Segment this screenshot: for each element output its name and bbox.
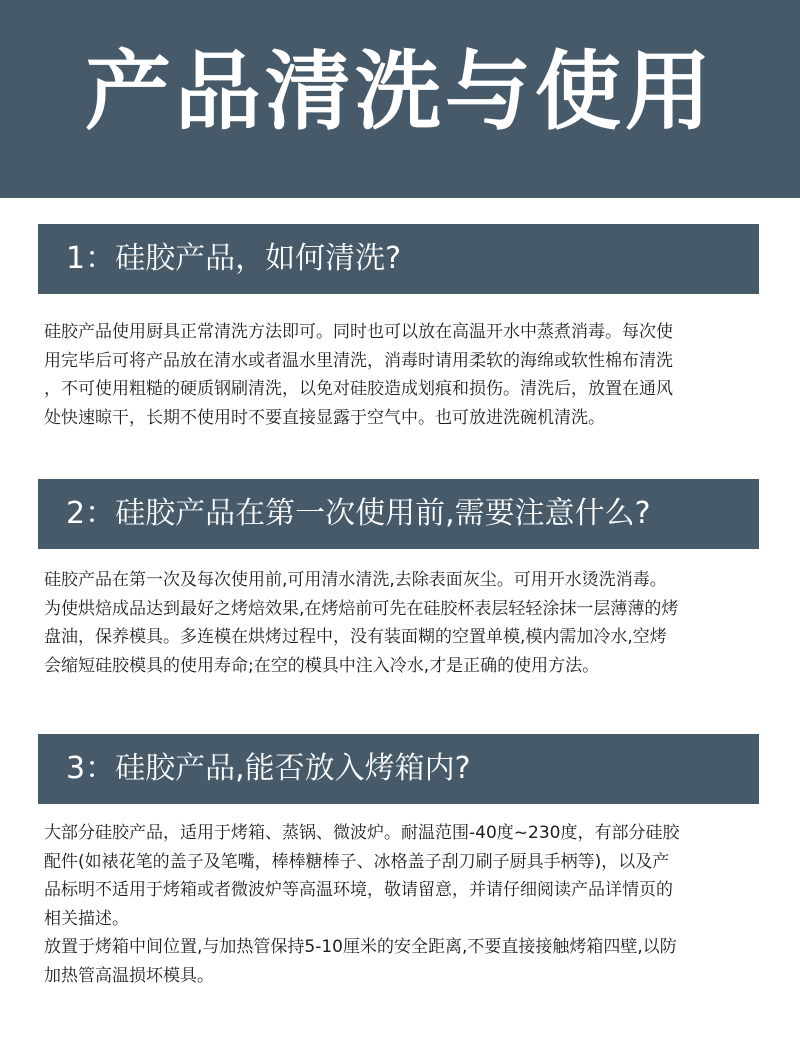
title-banner	[0, 0, 800, 198]
section-3-line: 大部分硅胶产品，适用于烤箱、蒸锅、微波炉。耐温范围-40度~230度，有部分硅胶	[44, 823, 680, 843]
section-3-header	[38, 734, 759, 804]
section-1-line: 用完毕后可将产品放在清水或者温水里清洗，消毒时请用柔软的海绵或软性棉布清洗	[44, 350, 673, 371]
section-2-line: 为使烘焙成品达到最好之烤焙效果,在烤焙前可先在硅胶杯表层轻轻涂抹一层薄薄的烤	[44, 598, 679, 619]
section-1-line: ，不可使用粗糙的硬质钢刷清洗，以免对硅胶造成划痕和损伤。清洗后，放置在通风	[44, 379, 673, 399]
section-1-line: 硅胶产品使用厨具正常清洗方法即可。同时也可以放在高温开水中蒸煮消毒。每次使	[44, 322, 673, 342]
section-3-body	[44, 819, 756, 990]
section-2-header	[38, 479, 759, 549]
section-1-header	[38, 224, 759, 294]
section-2-line: 会缩短硅胶模具的使用寿命;在空的模具中注入冷水,才是正确的使用方法。	[44, 655, 600, 676]
section-2-line: 硅胶产品在第一次及每次使用前,可用清水清洗,去除表面灰尘。可用开水烫洗消毒。	[44, 570, 667, 590]
section-3-line: 品标明不适用于烤箱或者微波炉等高温环境，敬请留意，并请仔细阅读产品详情页的	[44, 880, 673, 900]
section-3-heading: 3：硅胶产品,能否放入烤箱内?	[66, 751, 471, 786]
section-3-line: 相关描述。	[44, 908, 129, 929]
section-3-line: 配件(如裱花笔的盖子及笔嘴，棒棒糖棒子、冰格盖子刮刀刷子厨具手柄等)，以及产	[44, 851, 670, 872]
section-1-body	[44, 318, 756, 432]
section-3-line: 放置于烤箱中间位置,与加热管保持5-10厘米的安全距离,不要直接接触烤箱四壁,以防	[44, 937, 677, 957]
section-2-body	[44, 566, 756, 680]
page-title: 产品清洗与使用	[85, 42, 715, 142]
section-1-line: 处快速晾干，长期不使用时不要直接显露于空气中。也可放进洗碗机清洗。	[44, 407, 605, 428]
section-1-heading: 1：硅胶产品，如何清洗?	[66, 241, 402, 276]
section-2-heading: 2：硅胶产品在第一次使用前,需要注意什么?	[66, 496, 651, 531]
section-2-line: 盘油，保养模具。多连模在烘烤过程中，没有装面糊的空置单模,模内需加冷水,空烤	[44, 627, 667, 647]
section-3-line: 加热管高温损坏模具。	[44, 965, 214, 986]
